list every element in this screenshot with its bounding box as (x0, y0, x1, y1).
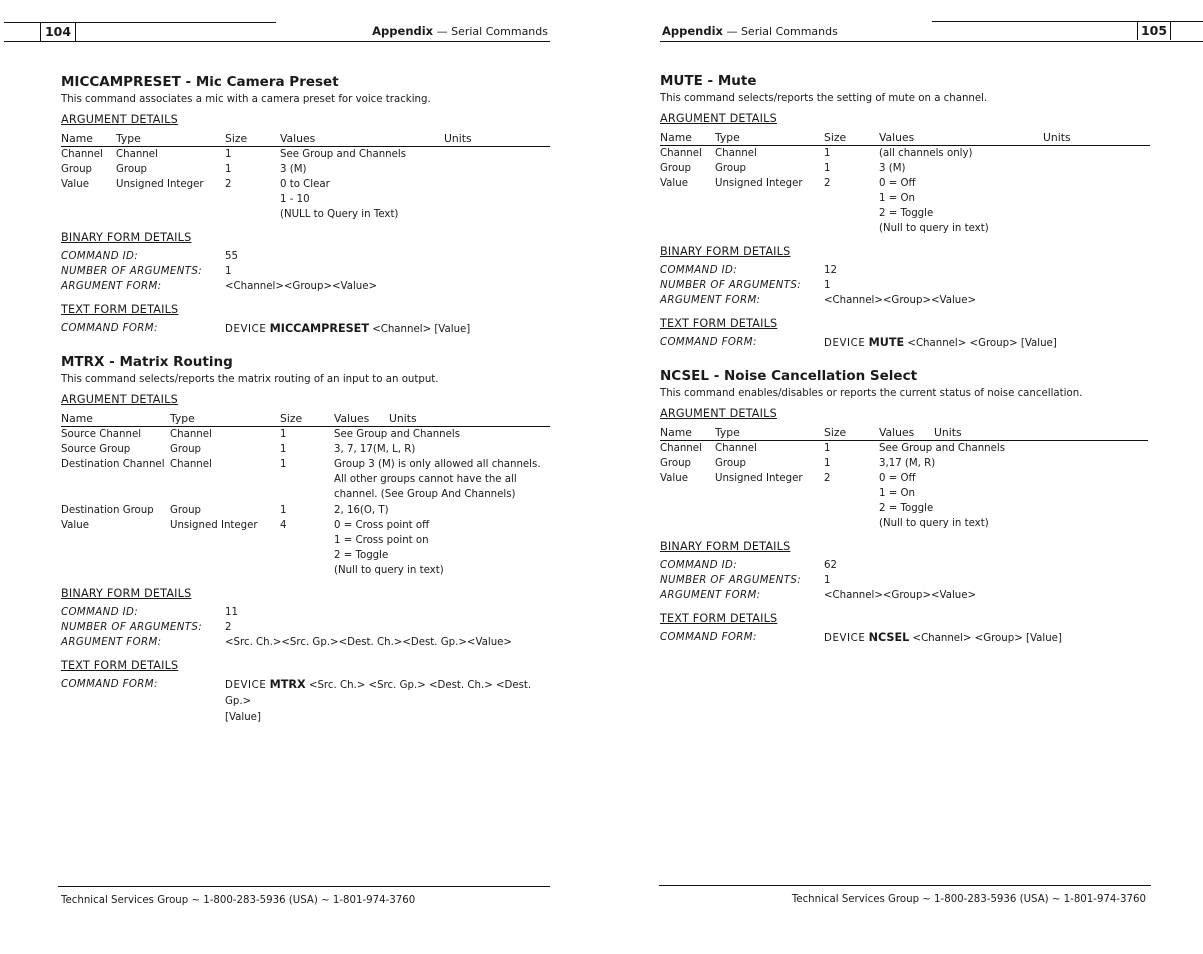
col-header-size: Size (824, 425, 879, 441)
cell (170, 548, 280, 563)
table-row (61, 147, 550, 163)
cell (444, 162, 550, 177)
cell (824, 501, 879, 516)
argument-table (660, 425, 1148, 531)
command-args: <Channel> [Value] (372, 324, 471, 335)
col-header-size: Size (824, 130, 879, 146)
arg-form-label: ARGUMENT FORM: (61, 637, 162, 648)
col-header-type: Type (715, 130, 824, 146)
num-args-value: 2 (225, 622, 232, 633)
cell: 1 - 10 (280, 194, 310, 205)
num-args-label: NUMBER OF ARGUMENTS: (660, 575, 802, 586)
col-header-type: Type (715, 425, 824, 441)
cell (824, 221, 879, 236)
table-row (660, 441, 1148, 457)
section-title: MTRX - Matrix Routing (61, 354, 233, 370)
cell: Group (715, 458, 747, 469)
cell (715, 221, 824, 236)
section-description: This command associates a mic with a camera preset for voice tracking. (61, 94, 431, 105)
binary-form-heading: BINARY FORM DETAILS (61, 587, 192, 600)
command-section-miccampreset (61, 72, 550, 338)
command-id-value: 12 (824, 265, 837, 276)
cell (444, 147, 550, 163)
text-form-heading: TEXT FORM DETAILS (61, 659, 179, 672)
cell: Value (660, 473, 688, 484)
cell: (all channels only) (879, 148, 973, 159)
cell: Destination Group (61, 505, 154, 516)
argument-details-heading: ARGUMENT DETAILS (660, 112, 777, 125)
cell: Channel (170, 459, 212, 470)
cell: (Null to query in text) (879, 223, 989, 234)
footer-rule (58, 886, 550, 887)
col-header-type: Type (116, 131, 225, 147)
cell: Channel (715, 148, 757, 159)
cell: Group (660, 163, 692, 174)
cell: Source Group (61, 444, 131, 455)
section-description: This command selects/reports the matrix routing of an input to an output. (61, 374, 439, 385)
footer-text: Technical Services Group ~ 1-800-283-5936 (USA) ~ 1-801-974-3760 (61, 895, 416, 906)
cell (280, 563, 334, 578)
cell: 0 = Cross point off (334, 520, 430, 531)
cell: 1 (824, 163, 831, 174)
cell: 2 (824, 178, 831, 189)
command-id-label: COMMAND ID: (61, 251, 139, 262)
table-row (61, 503, 550, 518)
command-form-row (660, 335, 1150, 352)
table-header-row (660, 130, 1150, 146)
left-page (0, 0, 600, 954)
cell (660, 501, 715, 516)
footer-rule (659, 885, 1151, 886)
cell: See Group and Channels (280, 149, 407, 160)
cell: 0 = Off (879, 473, 916, 484)
cell (715, 516, 824, 531)
cell: 2 = Toggle (334, 550, 389, 561)
command-form-label: COMMAND FORM: (660, 337, 757, 348)
cell (280, 548, 334, 563)
arg-form-value: <Channel><Group><Value> (824, 590, 977, 601)
col-header-values: Values (879, 425, 934, 441)
cell: 1 (280, 459, 287, 470)
cell: 2 (225, 179, 232, 190)
cell (824, 206, 879, 221)
cell: 0 = Off (879, 178, 916, 189)
cell: 1 (225, 149, 232, 160)
command-form-row (61, 321, 550, 338)
cell (1043, 146, 1150, 162)
command-section-mute (660, 71, 1150, 352)
cell (61, 563, 170, 578)
command-id-row (61, 605, 550, 620)
cell (61, 472, 170, 487)
col-header-values: Values (280, 131, 444, 147)
cell: (Null to query in text) (879, 518, 989, 529)
page-number: 105 (1137, 21, 1171, 40)
cell (116, 192, 225, 207)
cell: 1 = On (879, 488, 915, 499)
cell (225, 192, 280, 207)
cell: Unsigned Integer (715, 473, 803, 484)
header-title: — Serial Commands (722, 25, 838, 38)
command-name: NCSEL (868, 631, 910, 644)
section-title: MICCAMPRESET - Mic Camera Preset (61, 74, 339, 90)
command-form-row (61, 677, 550, 726)
table-header-row (660, 425, 1148, 441)
cell: Channel (660, 148, 702, 159)
cell (444, 177, 550, 192)
table-row (61, 548, 550, 563)
cell: Channel (660, 443, 702, 454)
cell (715, 486, 824, 501)
cell: 3 (M) (280, 164, 307, 175)
arg-form-value: <Channel><Group><Value> (225, 281, 378, 292)
right-content (660, 71, 1150, 661)
cell: Channel (116, 149, 158, 160)
argument-details-heading: ARGUMENT DETAILS (61, 393, 178, 406)
num-args-row (61, 264, 550, 279)
command-form-value (225, 677, 550, 726)
table-row (61, 487, 550, 503)
running-header (372, 24, 548, 38)
cell: 3 (M) (879, 163, 906, 174)
table-row (61, 457, 550, 472)
section-description: This command enables/disables or reports the current status of noise cancellation. (660, 388, 1083, 399)
cell (280, 472, 334, 487)
cell: 0 to Clear (280, 179, 330, 190)
cell: (NULL to Query in Text) (280, 209, 399, 220)
table-row (660, 161, 1150, 176)
arg-form-value: <Src. Ch.><Src. Gp.><Dest. Ch.><Dest. Gp.><Value> (225, 637, 512, 648)
cell: 1 (280, 429, 287, 440)
cell (1043, 191, 1150, 206)
table-row (61, 563, 550, 578)
command-id-value: 62 (824, 560, 837, 571)
cell: Group (660, 458, 692, 469)
command-section-ncsel (660, 366, 1150, 647)
col-header-units: Units (444, 131, 550, 147)
command-args: <Channel> <Group> [Value] (907, 338, 1057, 349)
cell: 1 (824, 443, 831, 454)
footer-text: Technical Services Group ~ 1-800-283-5936 (USA) ~ 1-801-974-3760 (791, 894, 1146, 905)
table-row (61, 192, 550, 207)
cell (280, 533, 334, 548)
cell: Group (61, 164, 93, 175)
command-id-value: 11 (225, 607, 238, 618)
num-args-value: 1 (824, 280, 831, 291)
cell (170, 487, 280, 503)
cell: Channel (61, 149, 103, 160)
table-row (660, 221, 1150, 236)
page-number: 104 (40, 22, 76, 41)
cell: 1 (225, 164, 232, 175)
arg-form-row (61, 279, 550, 294)
num-args-row (660, 573, 1150, 588)
cell: Group (715, 163, 747, 174)
cell: 2 (824, 473, 831, 484)
cell: 1 (824, 148, 831, 159)
command-id-row (61, 249, 550, 264)
table-row (660, 501, 1148, 516)
cell: Value (660, 178, 688, 189)
cell: Group (170, 444, 202, 455)
arg-form-row (61, 635, 550, 650)
cell (824, 191, 879, 206)
table-header-row (61, 131, 550, 147)
cell: 2, 16(O, T) (334, 505, 389, 516)
col-header-units: Units (389, 411, 550, 427)
cell (715, 191, 824, 206)
command-name: MUTE (868, 336, 905, 349)
argument-table (61, 411, 550, 578)
cell: channel. (See Group And Channels) (334, 489, 516, 500)
cell: Value (61, 179, 89, 190)
cell: 1 (824, 458, 831, 469)
binary-form-heading: BINARY FORM DETAILS (660, 245, 791, 258)
binary-form-heading: BINARY FORM DETAILS (61, 231, 192, 244)
cell (715, 206, 824, 221)
cell (61, 192, 116, 207)
table-row (61, 472, 550, 487)
text-form-heading: TEXT FORM DETAILS (660, 317, 778, 330)
col-header-name: Name (61, 411, 170, 427)
cell: Unsigned Integer (116, 179, 204, 190)
section-title: MUTE - Mute (660, 73, 757, 89)
command-form-row (660, 630, 1150, 647)
device-keyword: DEVICE (824, 633, 866, 644)
cell: Channel (170, 429, 212, 440)
table-row (660, 176, 1150, 191)
col-header-name: Name (61, 131, 116, 147)
cell (715, 501, 824, 516)
cell (61, 548, 170, 563)
argument-table (61, 131, 550, 222)
arg-form-label: ARGUMENT FORM: (660, 295, 761, 306)
text-form-heading: TEXT FORM DETAILS (660, 612, 778, 625)
command-id-label: COMMAND ID: (61, 607, 139, 618)
arg-form-label: ARGUMENT FORM: (660, 590, 761, 601)
text-form-heading: TEXT FORM DETAILS (61, 303, 179, 316)
cell (1043, 161, 1150, 176)
command-form-label: COMMAND FORM: (61, 323, 158, 334)
arg-form-row (660, 588, 1150, 603)
left-content (61, 72, 550, 740)
argument-details-heading: ARGUMENT DETAILS (61, 113, 178, 126)
argument-details-heading: ARGUMENT DETAILS (660, 407, 777, 420)
col-header-units: Units (1043, 130, 1150, 146)
arg-form-label: ARGUMENT FORM: (61, 281, 162, 292)
table-row (660, 146, 1150, 162)
cell (61, 533, 170, 548)
cell: 1 = On (879, 193, 915, 204)
cell (280, 487, 334, 503)
table-row (61, 162, 550, 177)
header-appendix: Appendix (662, 24, 723, 38)
cell (444, 207, 550, 222)
cell: 4 (280, 520, 287, 531)
argument-table (660, 130, 1150, 236)
cell (824, 516, 879, 531)
table-row (660, 456, 1148, 471)
table-row (61, 207, 550, 222)
arg-form-value: <Channel><Group><Value> (824, 295, 977, 306)
col-header-values: Values (334, 411, 389, 427)
cell: 2 = Toggle (879, 208, 934, 219)
command-args: <Src. Ch.> <Src. Gp.> <Dest. Ch.> <Dest. Gp.> (225, 680, 532, 707)
cell (660, 516, 715, 531)
binary-form-heading: BINARY FORM DETAILS (660, 540, 791, 553)
cell: 1 (280, 444, 287, 455)
table-row (660, 206, 1150, 221)
cell (61, 487, 170, 503)
command-name: MTRX (269, 678, 306, 691)
col-header-name: Name (660, 130, 715, 146)
arg-form-row (660, 293, 1150, 308)
col-header-name: Name (660, 425, 715, 441)
command-id-label: COMMAND ID: (660, 560, 738, 571)
cell: Value (61, 520, 89, 531)
cell: (Null to query in text) (334, 565, 444, 576)
cell: 2 = Toggle (879, 503, 934, 514)
table-row (660, 471, 1148, 486)
cell (116, 207, 225, 222)
header-rule-bottom (660, 41, 1203, 42)
cell (1043, 206, 1150, 221)
cell: Unsigned Integer (715, 178, 803, 189)
cell (170, 563, 280, 578)
command-id-row (660, 263, 1150, 278)
cell (1043, 176, 1150, 191)
table-row (61, 518, 550, 533)
table-row (61, 442, 550, 457)
header-appendix: Appendix (372, 24, 434, 38)
cell: Group (170, 505, 202, 516)
command-id-row (660, 558, 1150, 573)
command-args-continued: [Value] (225, 712, 261, 723)
section-description: This command selects/reports the setting of mute on a channel. (660, 93, 988, 104)
cell (660, 221, 715, 236)
cell (824, 486, 879, 501)
table-row (61, 177, 550, 192)
num-args-row (660, 278, 1150, 293)
col-header-units: Units (934, 425, 1148, 441)
num-args-value: 1 (225, 266, 232, 277)
cell: Group (116, 164, 148, 175)
col-header-size: Size (225, 131, 280, 147)
command-id-label: COMMAND ID: (660, 265, 738, 276)
num-args-row (61, 620, 550, 635)
cell (61, 207, 116, 222)
cell (170, 472, 280, 487)
num-args-label: NUMBER OF ARGUMENTS: (61, 622, 203, 633)
cell: 1 = Cross point on (334, 535, 429, 546)
table-row (61, 533, 550, 548)
cell: Unsigned Integer (170, 520, 258, 531)
cell (660, 486, 715, 501)
table-row (660, 516, 1148, 531)
command-form-value (824, 335, 1057, 352)
section-title: NCSEL - Noise Cancellation Select (660, 368, 918, 384)
cell (1043, 221, 1150, 236)
cell: 3,17 (M, R) (879, 458, 936, 469)
cell (660, 206, 715, 221)
cell: All other groups cannot have the all (334, 474, 517, 485)
num-args-label: NUMBER OF ARGUMENTS: (660, 280, 802, 291)
cell: 3, 7, 17(M, L, R) (334, 444, 416, 455)
cell: See Group and Channels (334, 429, 461, 440)
command-id-value: 55 (225, 251, 238, 262)
cell (444, 192, 550, 207)
device-keyword: DEVICE (225, 324, 267, 335)
command-section-mtrx (61, 352, 550, 726)
cell: Destination Channel (61, 459, 165, 470)
header-title: — Serial Commands (433, 25, 548, 38)
cell: 1 (280, 505, 287, 516)
cell (225, 207, 280, 222)
cell: Channel (715, 443, 757, 454)
cell: Source Channel (61, 429, 142, 440)
device-keyword: DEVICE (225, 680, 267, 691)
col-header-values: Values (879, 130, 1043, 146)
cell (170, 533, 280, 548)
command-form-value (824, 630, 1062, 647)
col-header-size: Size (280, 411, 334, 427)
right-page (600, 0, 1200, 954)
col-header-type: Type (170, 411, 280, 427)
cell: See Group and Channels (879, 443, 1006, 454)
command-form-label: COMMAND FORM: (61, 679, 158, 690)
table-row (660, 191, 1150, 206)
command-name: MICCAMPRESET (269, 322, 369, 335)
header-rule-bottom (4, 41, 550, 42)
table-row (660, 486, 1148, 501)
command-args: <Channel> <Group> [Value] (912, 633, 1062, 644)
command-form-label: COMMAND FORM: (660, 632, 757, 643)
num-args-value: 1 (824, 575, 831, 586)
command-form-value (225, 321, 470, 338)
cell (660, 191, 715, 206)
table-header-row (61, 411, 550, 427)
table-row (61, 427, 550, 443)
device-keyword: DEVICE (824, 338, 866, 349)
cell: Group 3 (M) is only allowed all channels. (334, 459, 541, 470)
num-args-label: NUMBER OF ARGUMENTS: (61, 266, 203, 277)
running-header (662, 24, 838, 38)
